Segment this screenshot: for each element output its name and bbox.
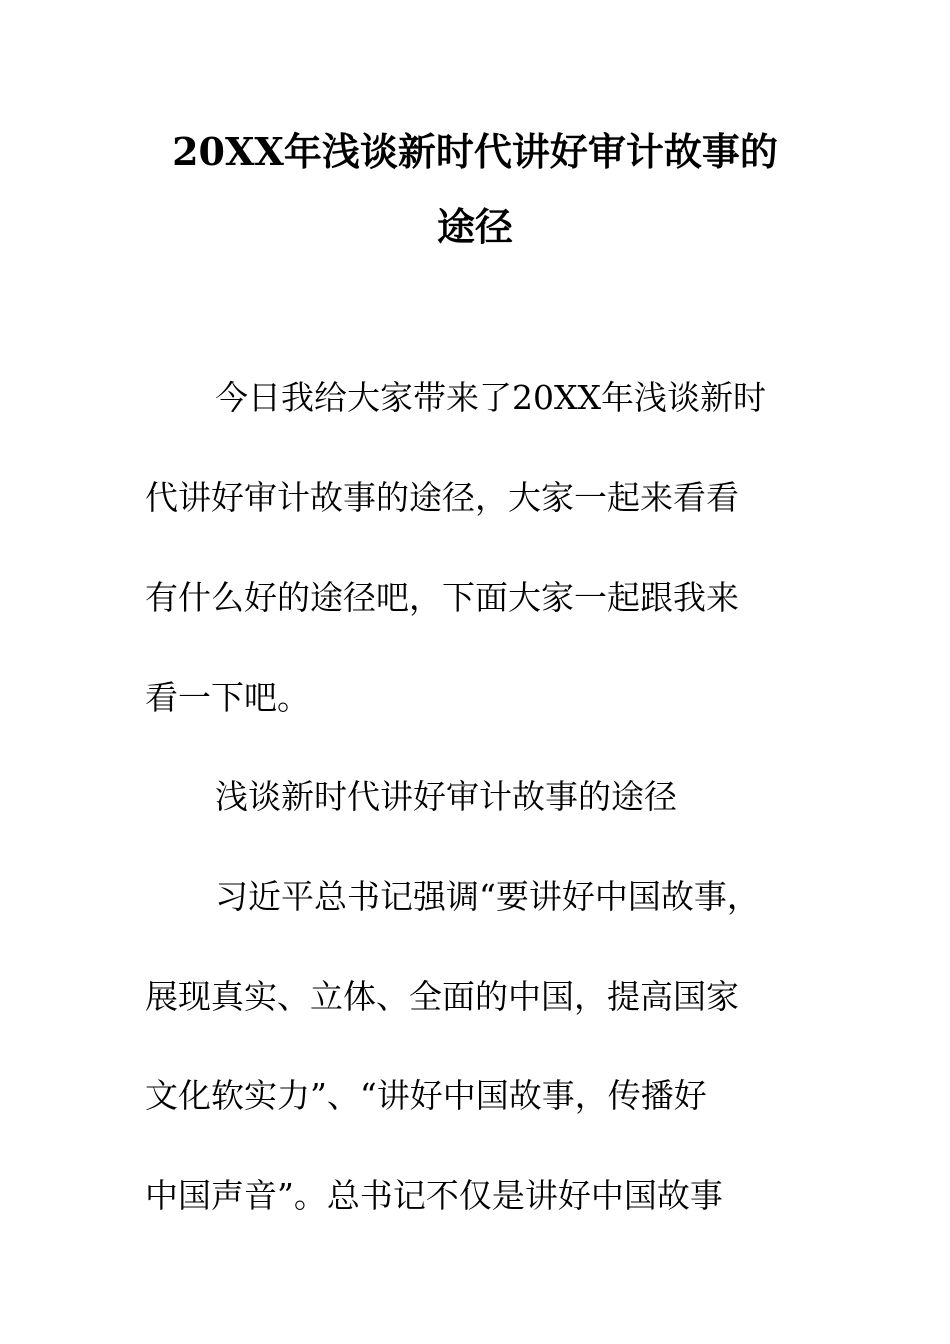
section-heading: 浅谈新时代讲好审计故事的途径	[215, 777, 677, 816]
body-line-3: 有什么好的途径吧，下面大家一起跟我来	[145, 578, 739, 617]
body-line-8: 文化软实力”、“讲好中国故事，传播好	[145, 1076, 707, 1115]
document-title-line-1: 20XX年浅谈新时代讲好审计故事的	[172, 129, 778, 174]
body-line-1: 今日我给大家带来了20XX年浅谈新时	[215, 378, 766, 417]
body-line-7: 展现真实、立体、全面的中国，提高国家	[145, 977, 739, 1016]
body-line-6: 习近平总书记强调“要讲好中国故事，	[215, 877, 760, 916]
body-line-2: 代讲好审计故事的途径，大家一起来看看	[145, 478, 739, 517]
body-line-4: 看一下吧。	[145, 678, 310, 717]
document-title-line-2: 途径	[436, 204, 513, 249]
body-line-9: 中国声音”。总书记不仅是讲好中国故事	[145, 1176, 723, 1215]
